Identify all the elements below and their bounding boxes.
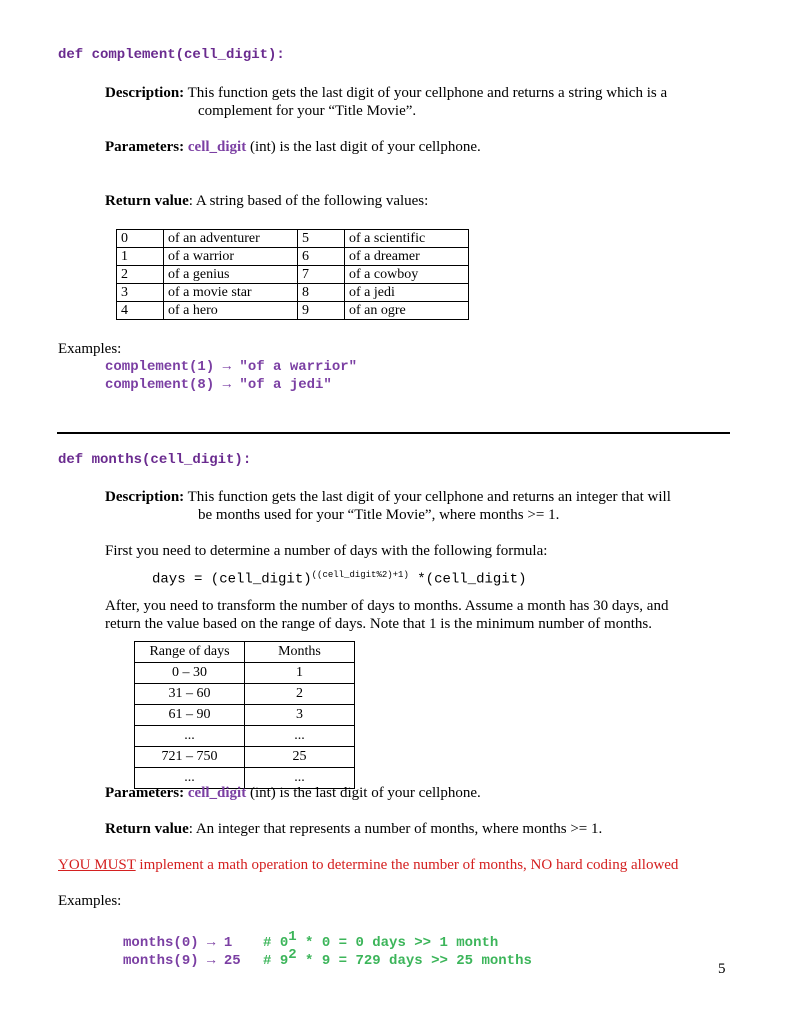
table-text-cell: of a movie star	[164, 284, 298, 302]
example-comment: # 0	[263, 935, 289, 951]
table-text-cell: of a dreamer	[345, 248, 469, 266]
table-digit-cell: 1	[117, 248, 164, 266]
complement-function-header: def complement(cell_digit):	[58, 47, 285, 63]
complement-description	[105, 85, 735, 102]
table-digit-cell: 9	[298, 302, 345, 320]
table-digit-cell: 3	[117, 284, 164, 302]
range-table-row	[135, 726, 355, 747]
range-table-row	[135, 663, 355, 684]
description-label: Description:	[105, 489, 185, 505]
range-header-days: Range of days	[135, 642, 245, 663]
table-text-cell: of a genius	[164, 266, 298, 284]
return-label: Return value	[105, 821, 189, 837]
after-line1: After, you need to transform the number of days to months. Assume a month has 30 days, and	[105, 598, 669, 614]
range-months-cell: 1	[245, 663, 355, 684]
parameters-label: Parameters:	[105, 785, 185, 801]
months-description-line2: be months used for your “Title Movie”, where months >= 1.	[198, 507, 560, 523]
table-text-cell: of a hero	[164, 302, 298, 320]
example-comment-rest: * 9 = 729 days >> 25 months	[296, 953, 532, 969]
complement-return-value	[105, 193, 428, 210]
range-months-cell: 25	[245, 747, 355, 768]
table-text-cell: of a cowboy	[345, 266, 469, 284]
must-warning	[58, 857, 678, 874]
table-digit-cell: 6	[298, 248, 345, 266]
range-table-row	[135, 747, 355, 768]
range-days-cell: 31 – 60	[135, 684, 245, 705]
complement-table	[116, 229, 469, 320]
complement-table-row	[117, 302, 469, 320]
parameters-label: Parameters:	[105, 139, 185, 155]
range-days-cell: 61 – 90	[135, 705, 245, 726]
days-formula	[152, 570, 526, 588]
complement-description-line2: complement for your “Title Movie”.	[198, 103, 417, 119]
table-digit-cell: 4	[117, 302, 164, 320]
complement-parameters	[105, 139, 481, 156]
description-line1: This function gets the last digit of your cellphone and returns an integer that will	[187, 489, 671, 505]
page-number: 5	[718, 961, 726, 977]
formula-intro: First you need to determine a number of days with the following formula:	[105, 543, 548, 559]
months-return-value	[105, 821, 602, 838]
example-call: months(9) → 25	[123, 953, 241, 969]
range-months-cell: ...	[245, 768, 355, 789]
description-line1: This function gets the last digit of your cellphone and returns a string which is a	[187, 85, 668, 101]
range-days-cell: 0 – 30	[135, 663, 245, 684]
formula-prefix: days = (cell_digit)	[152, 571, 312, 588]
complement-table-row	[117, 248, 469, 266]
table-text-cell: of a warrior	[164, 248, 298, 266]
table-text-cell: of an adventurer	[164, 230, 298, 248]
complement-table-row	[117, 284, 469, 302]
range-days-cell: ...	[135, 768, 245, 789]
param-text: (int) is the last digit of your cellphone.	[246, 139, 481, 155]
complement-example-1: complement(1) → "of a warrior"	[105, 359, 358, 375]
range-days-cell: ...	[135, 726, 245, 747]
range-header-row	[135, 642, 355, 663]
range-table	[134, 641, 355, 789]
formula-exponent: ((cell_digit%2)+1)	[311, 570, 409, 580]
must-text: implement a math operation to determine the number of months, NO hard coding allowed	[135, 857, 679, 873]
table-digit-cell: 5	[298, 230, 345, 248]
range-header-months: Months	[245, 642, 355, 663]
months-examples-label: Examples:	[58, 893, 122, 909]
param-text: (int) is the last digit of your cellphone.	[246, 785, 481, 801]
param-name: cell_digit	[187, 785, 247, 801]
must-label: YOU MUST	[58, 857, 136, 873]
param-name: cell_digit	[187, 139, 247, 155]
range-months-cell: ...	[245, 726, 355, 747]
range-months-cell: 3	[245, 705, 355, 726]
return-label: Return value	[105, 193, 189, 209]
example-exponent: 1	[288, 929, 297, 945]
complement-examples-label: Examples:	[58, 341, 122, 357]
months-description	[105, 489, 735, 506]
table-digit-cell: 2	[117, 266, 164, 284]
example-exponent: 2	[288, 947, 297, 963]
complement-table-row	[117, 230, 469, 248]
example-call: months(0) → 1	[123, 935, 233, 951]
range-table-row	[135, 684, 355, 705]
months-function-header: def months(cell_digit):	[58, 452, 252, 468]
after-line2: return the value based on the range of days. Note that 1 is the minimum number of months.	[105, 616, 652, 632]
months-example-2	[105, 930, 532, 969]
description-label: Description:	[105, 85, 185, 101]
return-text: : An integer that represents a number of months, where months >= 1.	[188, 821, 603, 837]
table-digit-cell: 0	[117, 230, 164, 248]
example-comment-rest: * 0 = 0 days >> 1 month	[296, 935, 499, 951]
range-months-cell: 2	[245, 684, 355, 705]
range-table-row	[135, 705, 355, 726]
formula-suffix: *(cell_digit)	[408, 571, 527, 588]
table-digit-cell: 7	[298, 266, 345, 284]
example-comment: # 9	[263, 953, 289, 969]
range-days-cell: 721 – 750	[135, 747, 245, 768]
complement-table-row	[117, 266, 469, 284]
table-text-cell: of a jedi	[345, 284, 469, 302]
section-divider	[57, 432, 730, 434]
months-parameters	[105, 785, 481, 802]
table-digit-cell: 8	[298, 284, 345, 302]
complement-example-2: complement(8) → "of a jedi"	[105, 377, 332, 393]
table-text-cell: of an ogre	[345, 302, 469, 320]
table-text-cell: of a scientific	[345, 230, 469, 248]
return-text: : A string based of the following values:	[188, 193, 429, 209]
